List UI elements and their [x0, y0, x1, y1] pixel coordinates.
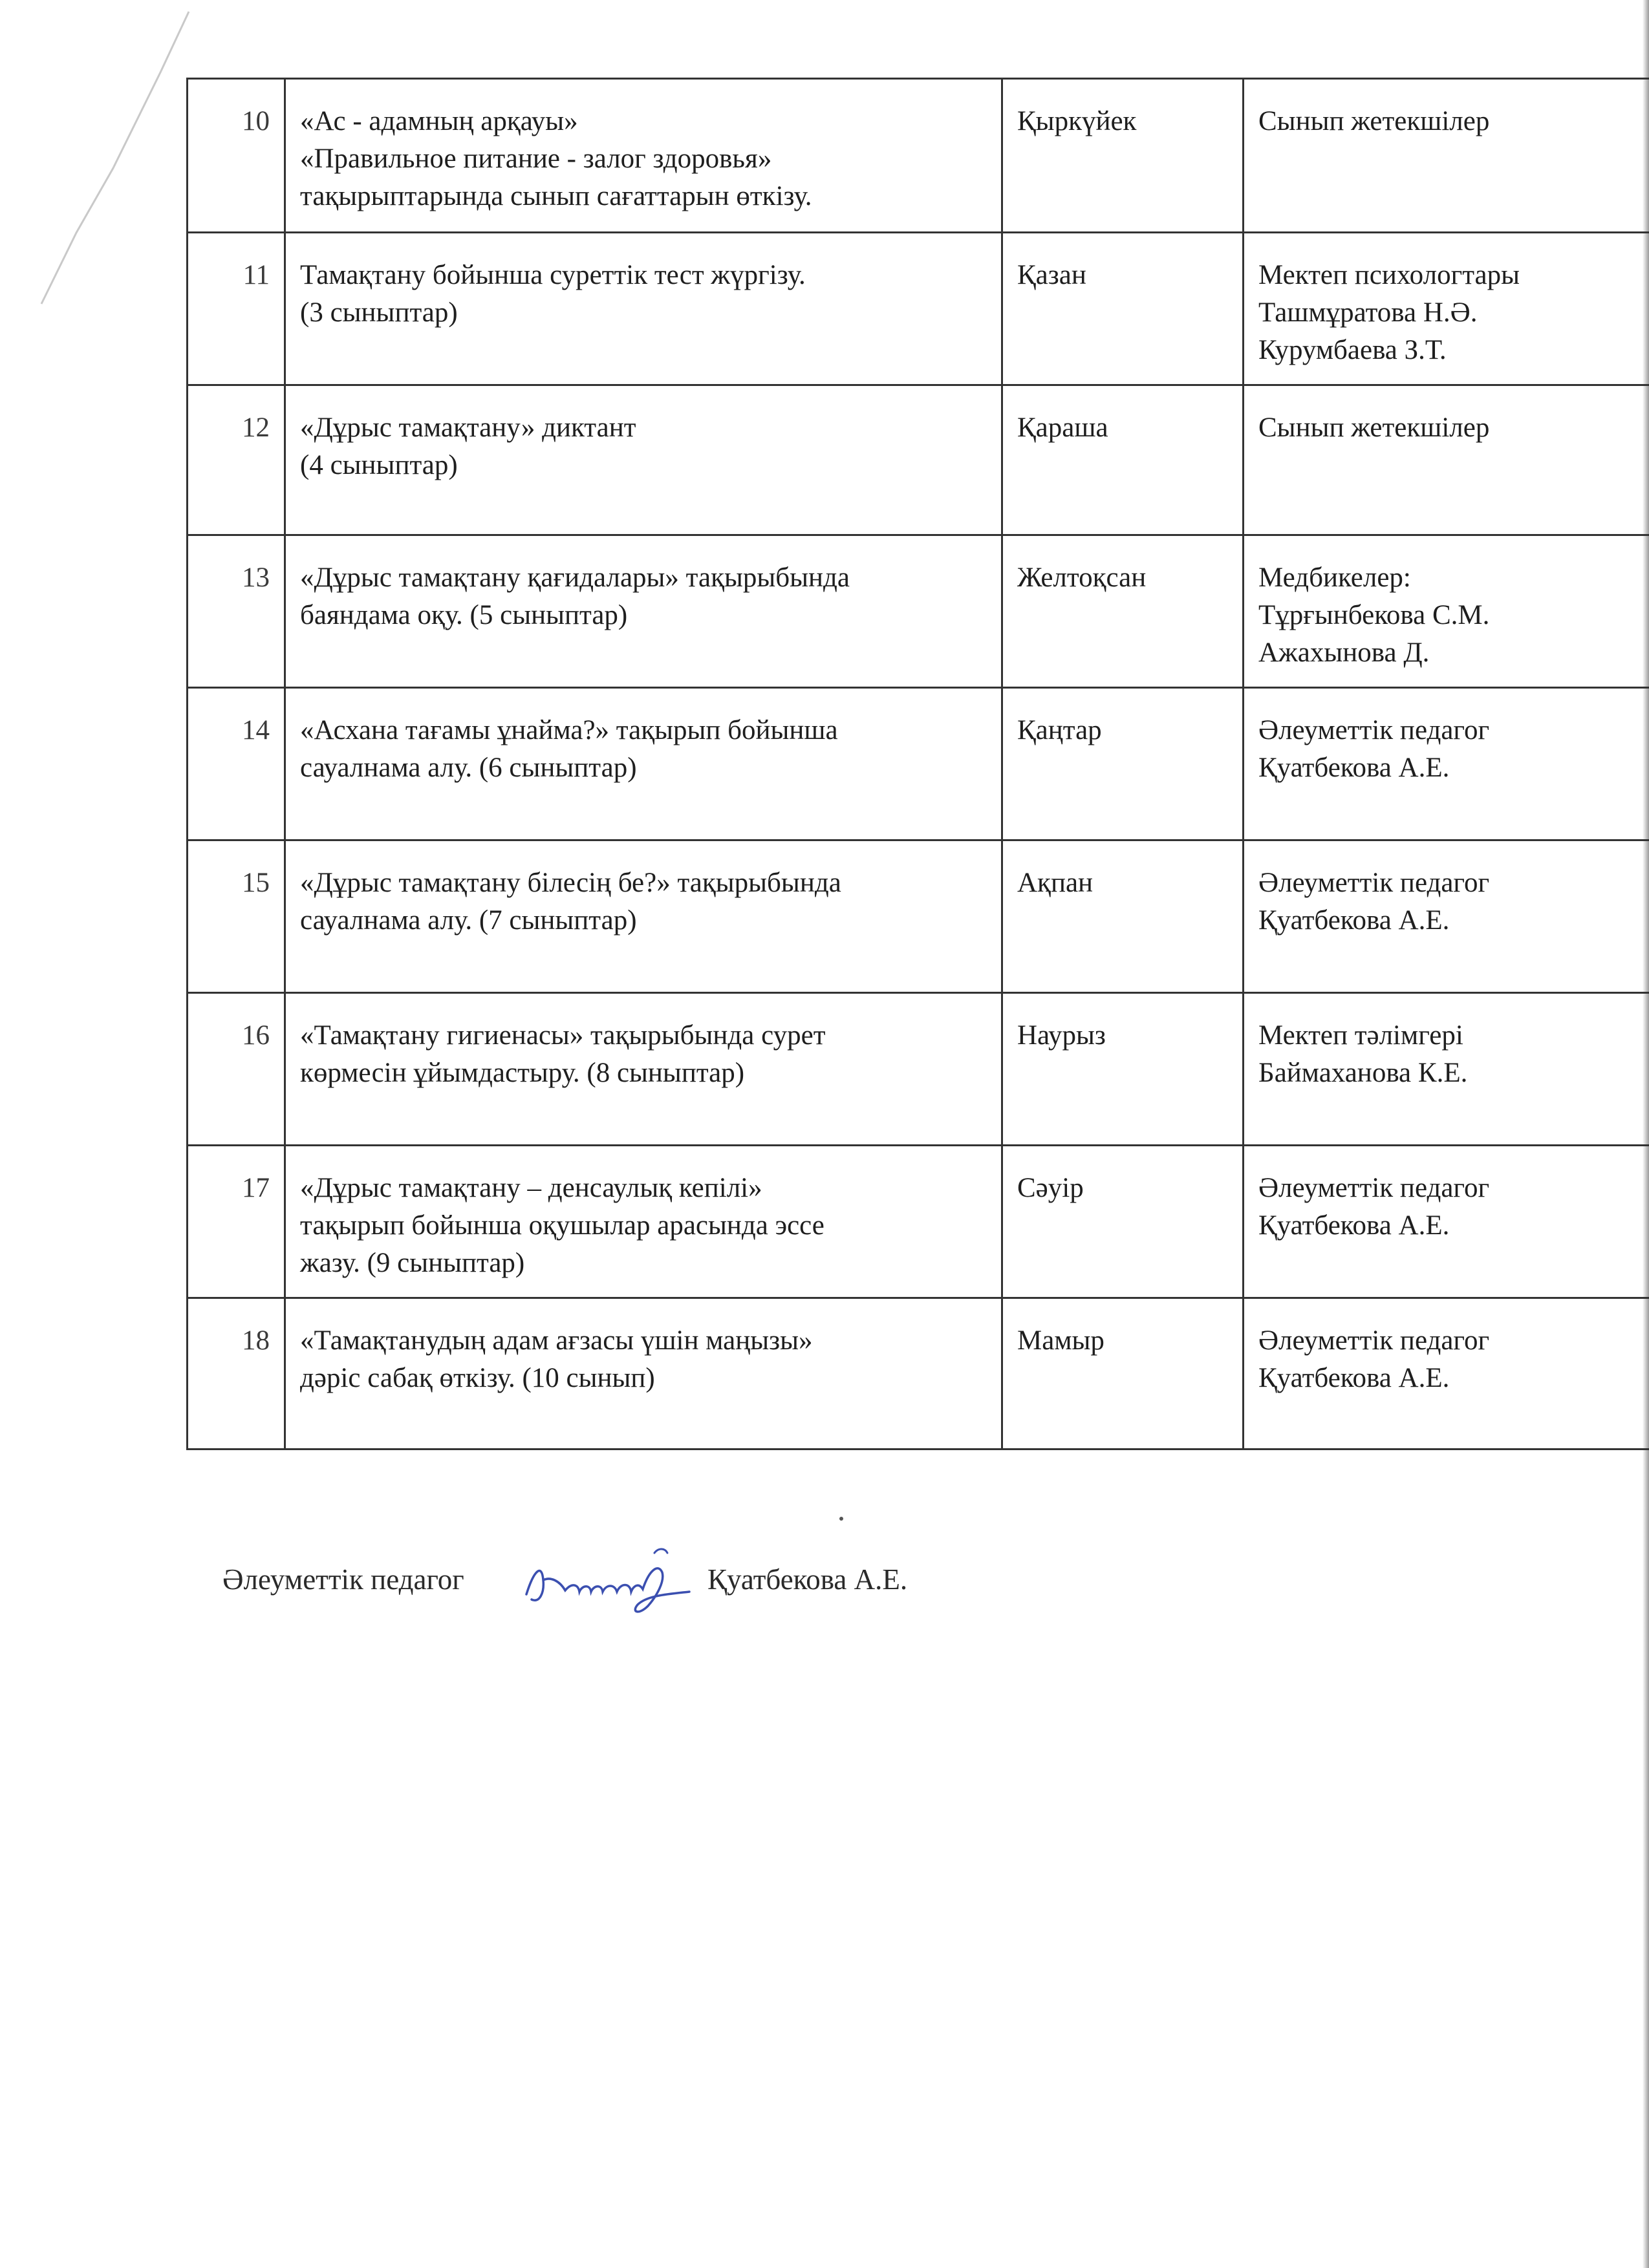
table-row	[188, 840, 1649, 993]
event-cell-line: сауалнама алу. (6 сыныптар)	[300, 753, 637, 783]
event-cell-line: «Ас - адамның арқауы»	[300, 106, 578, 136]
event-cell-line: баяндама оқу. (5 сыныптар)	[300, 600, 628, 630]
month-cell: Қазан	[1002, 233, 1244, 385]
event-cell-line: «Дұрыс тамақтану қағидалары» тақырыбында	[300, 562, 850, 593]
responsible-cell-line: Ажахынова Д.	[1258, 637, 1430, 668]
responsible-cell-line: Сынып жетекшілер	[1258, 106, 1490, 136]
month-cell: Желтоқсан	[1002, 535, 1244, 688]
responsible-cell	[1244, 233, 1649, 385]
row-number: 15	[188, 840, 285, 993]
handwritten-signature	[520, 1544, 707, 1621]
table-row	[188, 535, 1649, 688]
responsible-cell-line: Қуатбекова А.Е.	[1258, 1363, 1450, 1393]
event-cell	[285, 1146, 1002, 1298]
month-cell: Ақпан	[1002, 840, 1244, 993]
table-row	[188, 385, 1649, 535]
responsible-cell-line: Тұрғынбекова С.М.	[1258, 600, 1490, 630]
event-cell	[285, 1298, 1002, 1450]
table-row	[188, 993, 1649, 1146]
event-cell-line: «Правильное питание - залог здоровья»	[300, 144, 772, 174]
event-cell-line: «Дұрыс тамақтану» диктант	[300, 412, 636, 443]
responsible-cell-line: Баймаханова К.Е.	[1258, 1058, 1468, 1088]
responsible-cell-line: Әлеуметтік педагог	[1258, 1325, 1490, 1356]
responsible-cell-line: Әлеуметтік педагог	[1258, 715, 1490, 745]
row-number: 14	[188, 688, 285, 840]
event-cell-line: «Тамақтану гигиенасы» тақырыбында сурет	[300, 1020, 826, 1051]
responsible-cell	[1244, 840, 1649, 993]
month-cell: Қараша	[1002, 385, 1244, 535]
month-cell: Қаңтар	[1002, 688, 1244, 840]
responsible-cell-line: Курумбаева З.Т.	[1258, 335, 1447, 365]
event-cell	[285, 79, 1002, 233]
row-number: 12	[188, 385, 285, 535]
event-cell-line: (4 сыныптар)	[300, 450, 458, 480]
responsible-cell-line: Сынып жетекшілер	[1258, 412, 1490, 443]
event-cell-line: тақырып бойынша оқушылар арасында эссе	[300, 1210, 824, 1241]
event-cell-line: «Дұрыс тамақтану білесің бе?» тақырыбында	[300, 868, 841, 898]
event-cell	[285, 233, 1002, 385]
responsible-cell-line: Қуатбекова А.Е.	[1258, 905, 1450, 936]
events-table	[186, 78, 1649, 1450]
table-row	[188, 79, 1649, 233]
event-cell-line: жазу. (9 сыныптар)	[300, 1248, 525, 1278]
events-table-body	[188, 79, 1649, 1450]
table-row	[188, 1146, 1649, 1298]
scan-speck	[839, 1517, 843, 1521]
event-cell-line: дәріс сабақ өткізу. (10 сынып)	[300, 1363, 655, 1393]
responsible-cell-line: Мектеп психологтары	[1258, 260, 1520, 290]
signature-line	[222, 1561, 908, 1598]
month-cell: Мамыр	[1002, 1298, 1244, 1450]
event-cell-line: көрмесін ұйымдастыру. (8 сыныптар)	[300, 1058, 745, 1088]
row-number: 16	[188, 993, 285, 1146]
event-cell-line: «Тамақтанудың адам ағзасы үшін маңызы»	[300, 1325, 813, 1356]
responsible-cell	[1244, 993, 1649, 1146]
responsible-cell-line: Ташмұратова Н.Ә.	[1258, 297, 1478, 328]
footer-role: Әлеуметтік педагог	[222, 1563, 464, 1596]
responsible-cell	[1244, 688, 1649, 840]
responsible-cell	[1244, 79, 1649, 233]
event-cell-line: (3 сыныптар)	[300, 297, 458, 328]
footer-name: Қуатбекова А.Е.	[707, 1563, 908, 1596]
row-number: 10	[188, 79, 285, 233]
event-cell	[285, 840, 1002, 993]
responsible-cell	[1244, 535, 1649, 688]
month-cell: Сәуір	[1002, 1146, 1244, 1298]
responsible-cell	[1244, 1298, 1649, 1450]
row-number: 18	[188, 1298, 285, 1450]
event-cell-line: «Асхана тағамы ұнайма?» тақырып бойынша	[300, 715, 838, 745]
event-cell-line: Тамақтану бойынша суреттік тест жүргізу.	[300, 260, 806, 290]
table-row	[188, 233, 1649, 385]
event-cell-line: «Дұрыс тамақтану – денсаулық кепілі»	[300, 1173, 762, 1203]
responsible-cell	[1244, 1146, 1649, 1298]
event-cell-line: сауалнама алу. (7 сыныптар)	[300, 905, 637, 936]
responsible-cell-line: Қуатбекова А.Е.	[1258, 753, 1450, 783]
event-cell	[285, 993, 1002, 1146]
event-cell	[285, 688, 1002, 840]
responsible-cell-line: Медбикелер:	[1258, 562, 1411, 593]
month-cell: Қыркүйек	[1002, 79, 1244, 233]
event-cell	[285, 385, 1002, 535]
event-cell	[285, 535, 1002, 688]
table-row	[188, 688, 1649, 840]
responsible-cell-line: Мектеп тәлімгері	[1258, 1020, 1463, 1051]
responsible-cell-line: Әлеуметтік педагог	[1258, 868, 1490, 898]
responsible-cell-line: Қуатбекова А.Е.	[1258, 1210, 1450, 1241]
row-number: 11	[188, 233, 285, 385]
table-row	[188, 1298, 1649, 1450]
row-number: 17	[188, 1146, 285, 1298]
responsible-cell-line: Әлеуметтік педагог	[1258, 1173, 1490, 1203]
month-cell: Наурыз	[1002, 993, 1244, 1146]
row-number: 13	[188, 535, 285, 688]
event-cell-line: тақырыптарында сынып сағаттарын өткізу.	[300, 181, 812, 211]
responsible-cell	[1244, 385, 1649, 535]
